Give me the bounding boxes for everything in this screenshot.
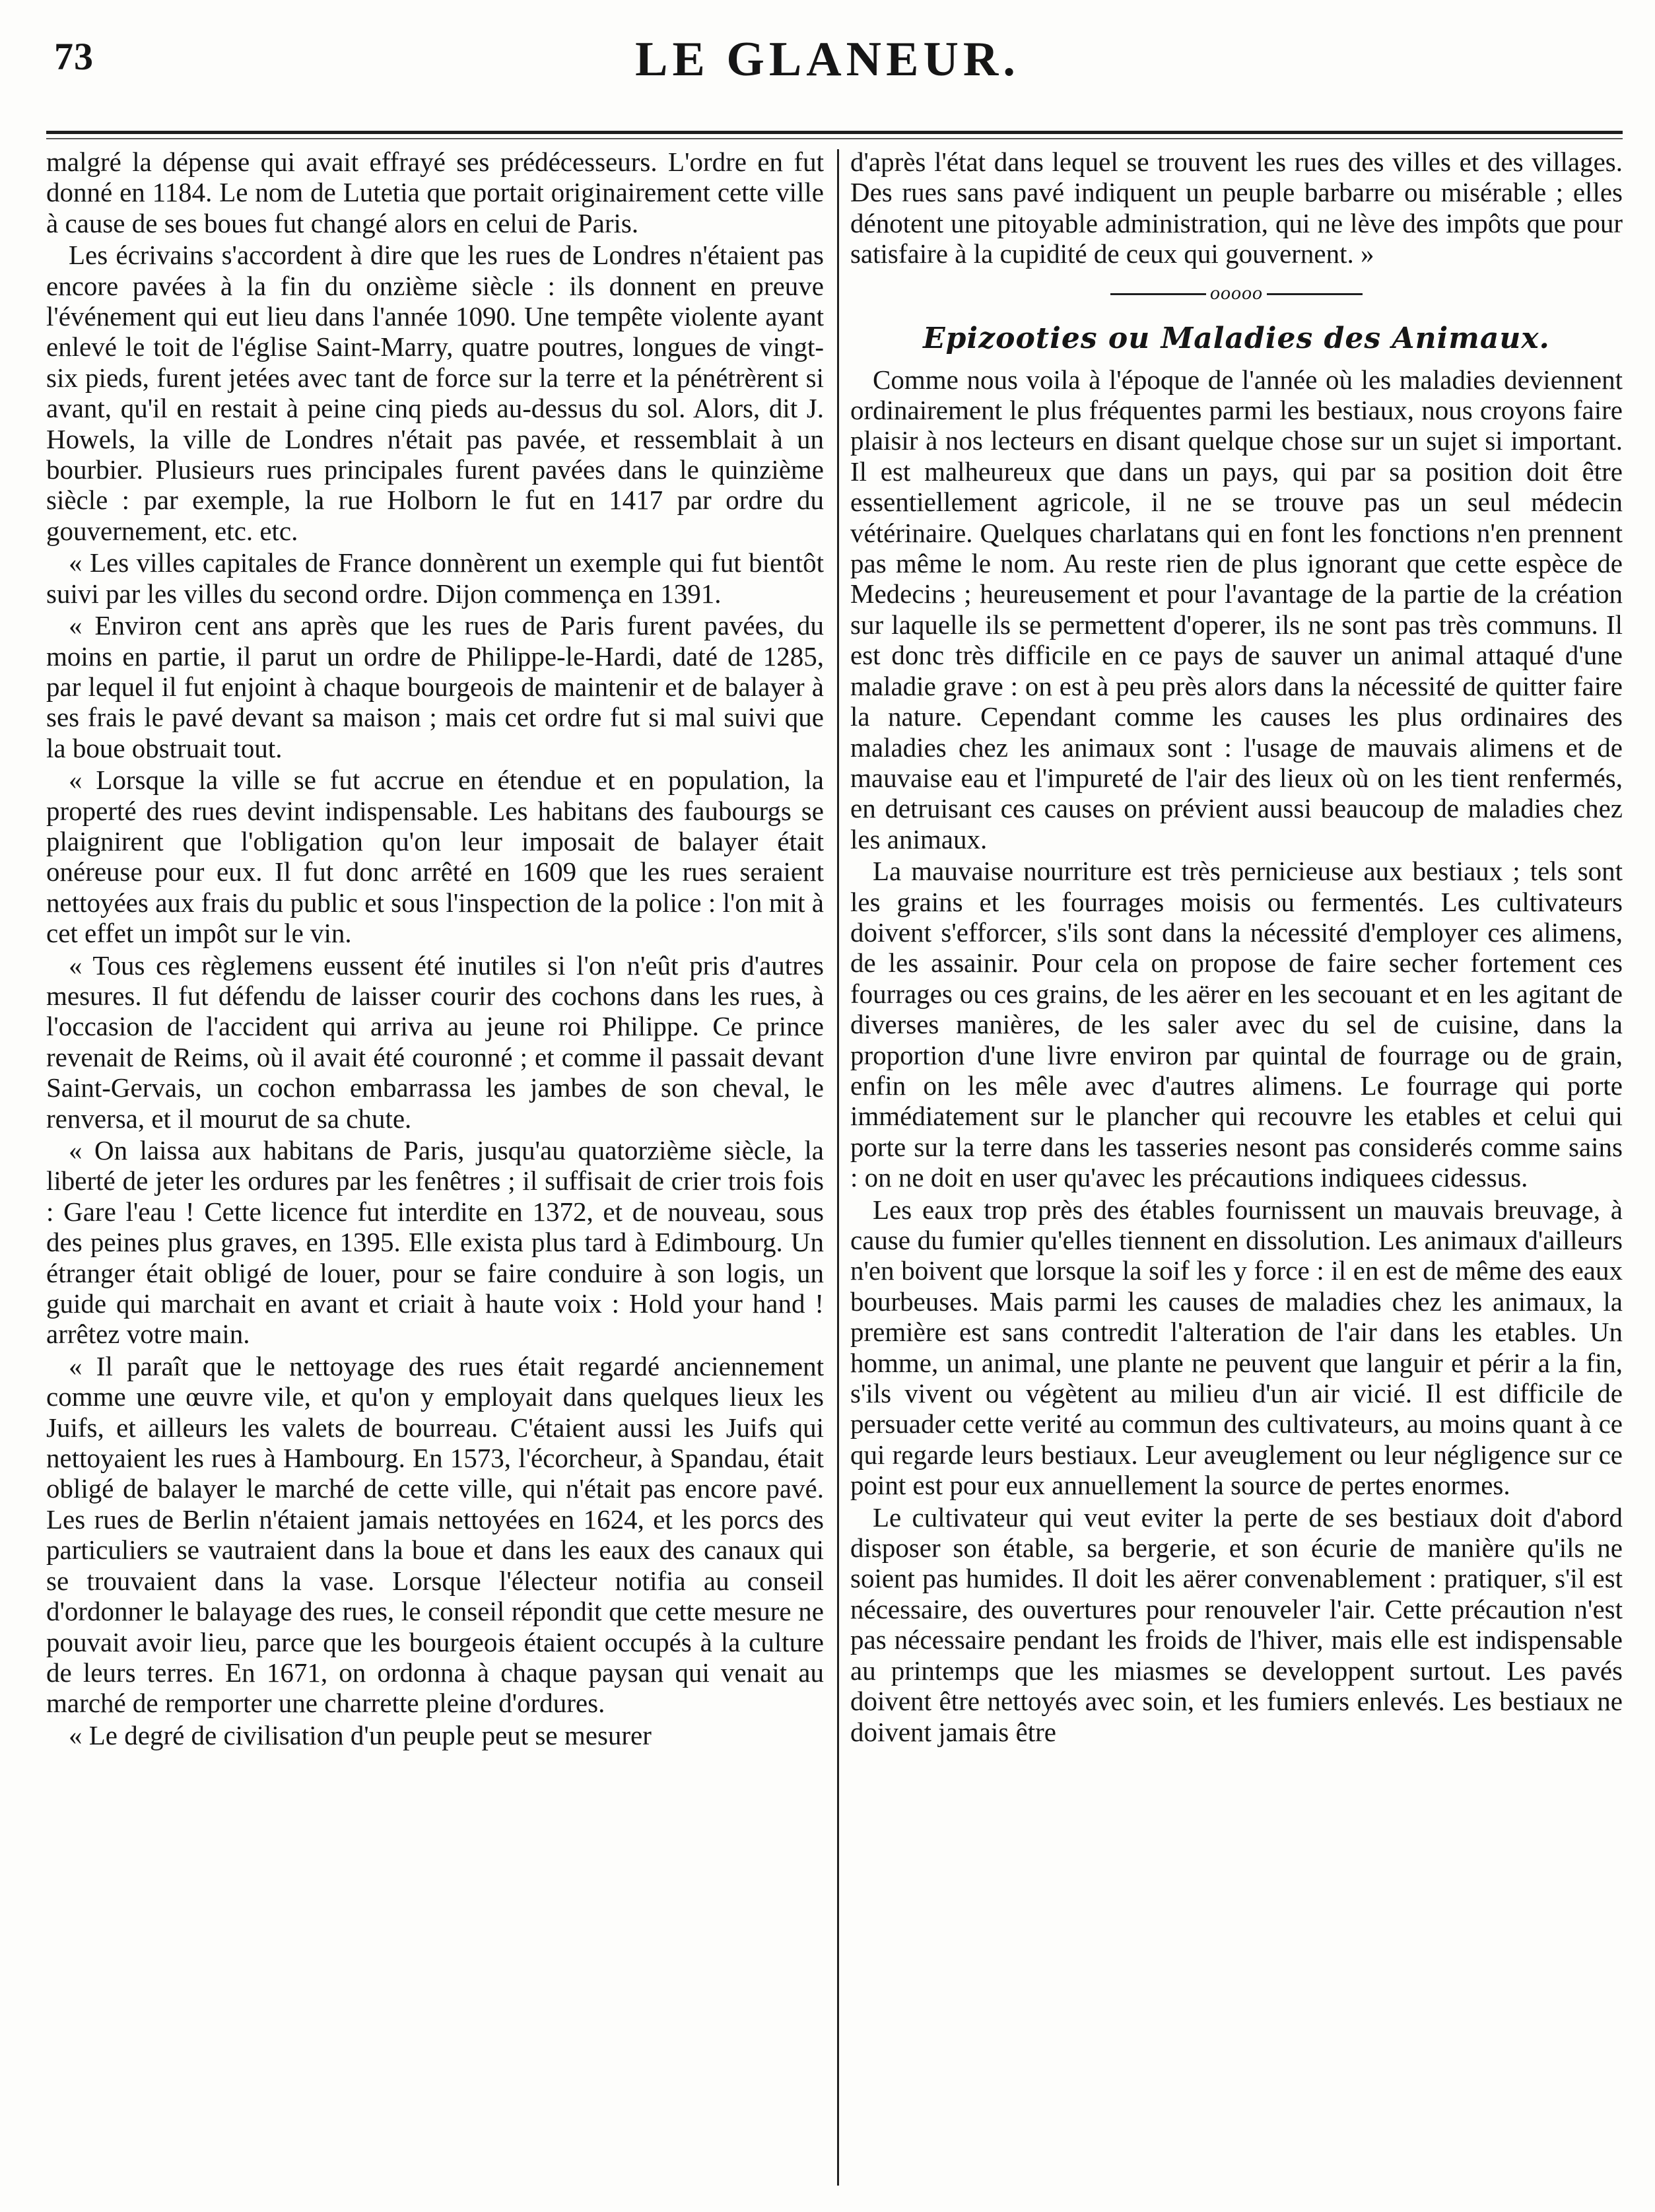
paragraph: « Les villes capitales de France donnèrent un exemple qui fut bientôt suivi par les villes du second ordre. Dijon commença en 1391.	[46, 547, 824, 609]
paragraph: Le cultivateur qui veut eviter la perte de ses bestiaux doit d'abord disposer son étable, sa bergerie, et son écurie de manière qu'ils ne soient pas humides. Il doit les aërer convenablement : pratiquer, s'il est nécessaire, des ouvertures pour renouveler l'air. Cette précaution n'est pas nécessaire pendant les froids de l'hiver, mais elle est indispensable au printemps que les miasmes se developpent surtout. Les pavés doivent être nettoyés avec soin, et les fumiers enlevés. Les bestiaux ne doivent jamais être	[850, 1502, 1623, 1747]
paragraph: Comme nous voila à l'époque de l'année où les maladies deviennent ordinairement le plus fréquentes parmi les bestiaux, nous croyons faire plaisir à nos lecteurs en disant quelque chose sur un sujet si important. Il est malheureux que dans un pays, qui par sa position doit être essentiellement agricole, il ne se trouve pas un seul médecin vétérinaire. Quelques charlatans qui en font les fonctions n'en prennent pas même le nom. Au reste rien de plus ignorant que cette espèce de Medecins ; heureusement et pour l'avantage de la partie de la création sur laquelle ils se permettent d'operer, ils ne sont pas très communs. Il est donc très difficile en ce pays de sauver un animal attaqué d'une maladie grave : on est à peu près alors dans la nécessité de quitter faire la nature. Cependant comme les causes les plus ordinaires des maladies chez les animaux sont : l'usage de mauvais alimens et de mauvaise eau et l'impureté de l'air des lieux où on les tient renfermés, en detruisant ces causes on prévient aussi beaucoup de maladies chez les animaux.	[850, 364, 1623, 854]
header-rule	[46, 131, 1623, 134]
paragraph: « Lorsque la ville se fut accrue en étendue et en population, la properté des rues devint indispensable. Les habitans des faubourgs se plaignirent que l'obligation qu'on leur imposait de balayer était onéreuse pour eux. Il fut donc arrêté en 1609 que les rues seraient nettoyées aux frais du public et sous l'inspection de la police : l'on mit à cet effet un impôt sur le vin.	[46, 765, 824, 949]
page-number: 73	[54, 35, 94, 78]
section-separator: ooooo	[850, 280, 1623, 306]
paragraph-continuation: d'après l'état dans lequel se trouvent les rues des villes et des villages. Des rues sans pavé indiquent un peuple barbarre ou misérable ; elles dénotent une pitoyable administration, qui ne lève des impôts que pour satisfaire à la cupidité de ceux qui gouvernent. »	[850, 147, 1623, 269]
paragraph: malgré la dépense qui avait effrayé ses prédécesseurs. L'ordre en fut donné en 1184. Le nom de Lutetia que portait originairement cette ville à cause de ses boues fut changé alors en celui de Paris.	[46, 147, 824, 238]
column-divider	[837, 149, 839, 2186]
paragraph: « Il paraît que le nettoyage des rues était regardé anciennement comme une œuvre vile, et qu'on y employait dans quelques lieux les Juifs, et ailleurs les valets de bourreau. C'étaient aussi les Juifs qui nettoyaient les rues à Hambourg. En 1573, l'écorcheur, à Spandau, était obligé de balayer le marché de cette ville, qui n'était pas encore pavé. Les rues de Berlin n'étaient jamais nettoyées en 1624, et les porcs des particuliers se vautraient dans la boue et dans les eaux des canaux qui se trouvaient dans la vase. Lorsque l'électeur notifia au conseil d'ordonner le balayage des rues, le conseil répondit que cette mesure ne pouvait avoir lieu, parce que les bourgeois étaient occupés à la culture de leurs terres. En 1671, on ordonna à chaque paysan qui venait au marché de remporter une charrette pleine d'ordures.	[46, 1350, 824, 1719]
paragraph: Les eaux trop près des étables fournissent un mauvais breuvage, à cause du fumier qu'elles tiennent en dissolution. Les animaux d'ailleurs n'en boivent que lorsque la soif les y force : il en est de même des eaux bourbeuses. Mais parmi les causes de maladies chez les animaux, la première est sans contredit l'alteration de l'air dans les etables. Un homme, un animal, une plante ne peuvent que languir et périr a la fin, s'ils vivent ou végètent au milieu d'un air vicié. Il est difficile de persuader cette verité au commun des cultivateurs, au moins quant à ce qui regarde leurs bestiaux. Leur aveuglement ou leur négligence sur ce point est pour eux annuellement la source de pertes enormes.	[850, 1194, 1623, 1501]
paragraph: Les écrivains s'accordent à dire que les rues de Londres n'étaient pas encore pavées à la fin du onzième siècle : ils donnent en preuve l'événement qui eut lieu dans l'année 1090. Une tempête violente ayant enlevé le toit de l'église Saint-Marry, quatre poutres, longues de vingt-six pieds, furent jetées avec tant de force sur la terre et la pénétrèrent si avant, qu'il en restait à peine cinq pieds au-dessus du sol. Alors, dit J. Howels, la ville de Londres n'était pas pavée, et ressemblait à un bourbier. Plusieurs rues principales furent pavées dans le quinzième siècle : par exemple, la rue Holborn le fut en 1417 par ordre du gouvernement, etc. etc.	[46, 240, 824, 546]
paragraph: « Le degré de civilisation d'un peuple peut se mesurer	[69, 1719, 652, 1750]
right-column	[850, 147, 1623, 1747]
paragraph: « Tous ces règlemens eussent été inutiles si l'on n'eût pris d'autres mesures. Il fut défendu de laisser courir des cochons dans les rues, à l'occasion de l'accident qui arriva au jeune roi Philippe. Ce prince revenait de Reims, où il avait été couronné ; et comme il passait devant Saint-Gervais, un cochon embarrassa les jambes de son cheval, le renversa, et il mourut de sa chute.	[46, 950, 824, 1134]
paragraph: La mauvaise nourriture est très pernicieuse aux bestiaux ; tels sont les grains et les fourrages moisis ou fermentés. Les cultivateurs doivent s'efforcer, s'ils sont dans la nécessité d'employer ces alimens, de les assainir. Pour cela on propose de faire secher fortement ces fourrages ou ces grains, de les aërer en les secouant et en les agitant de diverses manières, de les saler avec du sel de cuisine, dans la proportion d'une livre environ par quintal de fourrage ou de grain, enfin on les mêle avec d'autres alimens. Le fourrage qui porte immédiatement sur le plancher qui recouvre les etables et celui qui porte sur la terre dans les tasseries nesont pas considerés comme sains : on ne doit en user qu'avec les précautions indiquees cidessus.	[850, 856, 1623, 1193]
paragraph: « On laissa aux habitans de Paris, jusqu'au quatorzième siècle, la liberté de jeter les ordures par les fenêtres ; il suffisait de crier trois fois : Gare l'eau ! Cette licence fut interdite en 1372, et de nouveau, sous des peines plus graves, en 1395. Elle exista plus tard à Edimbourg. Un étranger était obligé de louer, pour se faire conduire à son logis, un guide qui marchait en avant et criait à haute voix : Hold your hand ! arrêtez votre main.	[46, 1135, 824, 1350]
masthead-title: LE GLANEUR.	[635, 32, 1020, 86]
section-title: Epizooties ou Maladies des Animaux.	[923, 321, 1550, 355]
left-column	[46, 147, 824, 1750]
paragraph: « Environ cent ans après que les rues de Paris furent pavées, du moins en partie, il parut un ordre de Philippe-le-Hardi, daté de 1285, par lequel il fut enjoint à chaque bourgeois de maintenir et de balayer à ses frais le pavé devant sa maison ; mais cet ordre fut si mal suivi que la boue obstruait tout.	[46, 610, 824, 763]
